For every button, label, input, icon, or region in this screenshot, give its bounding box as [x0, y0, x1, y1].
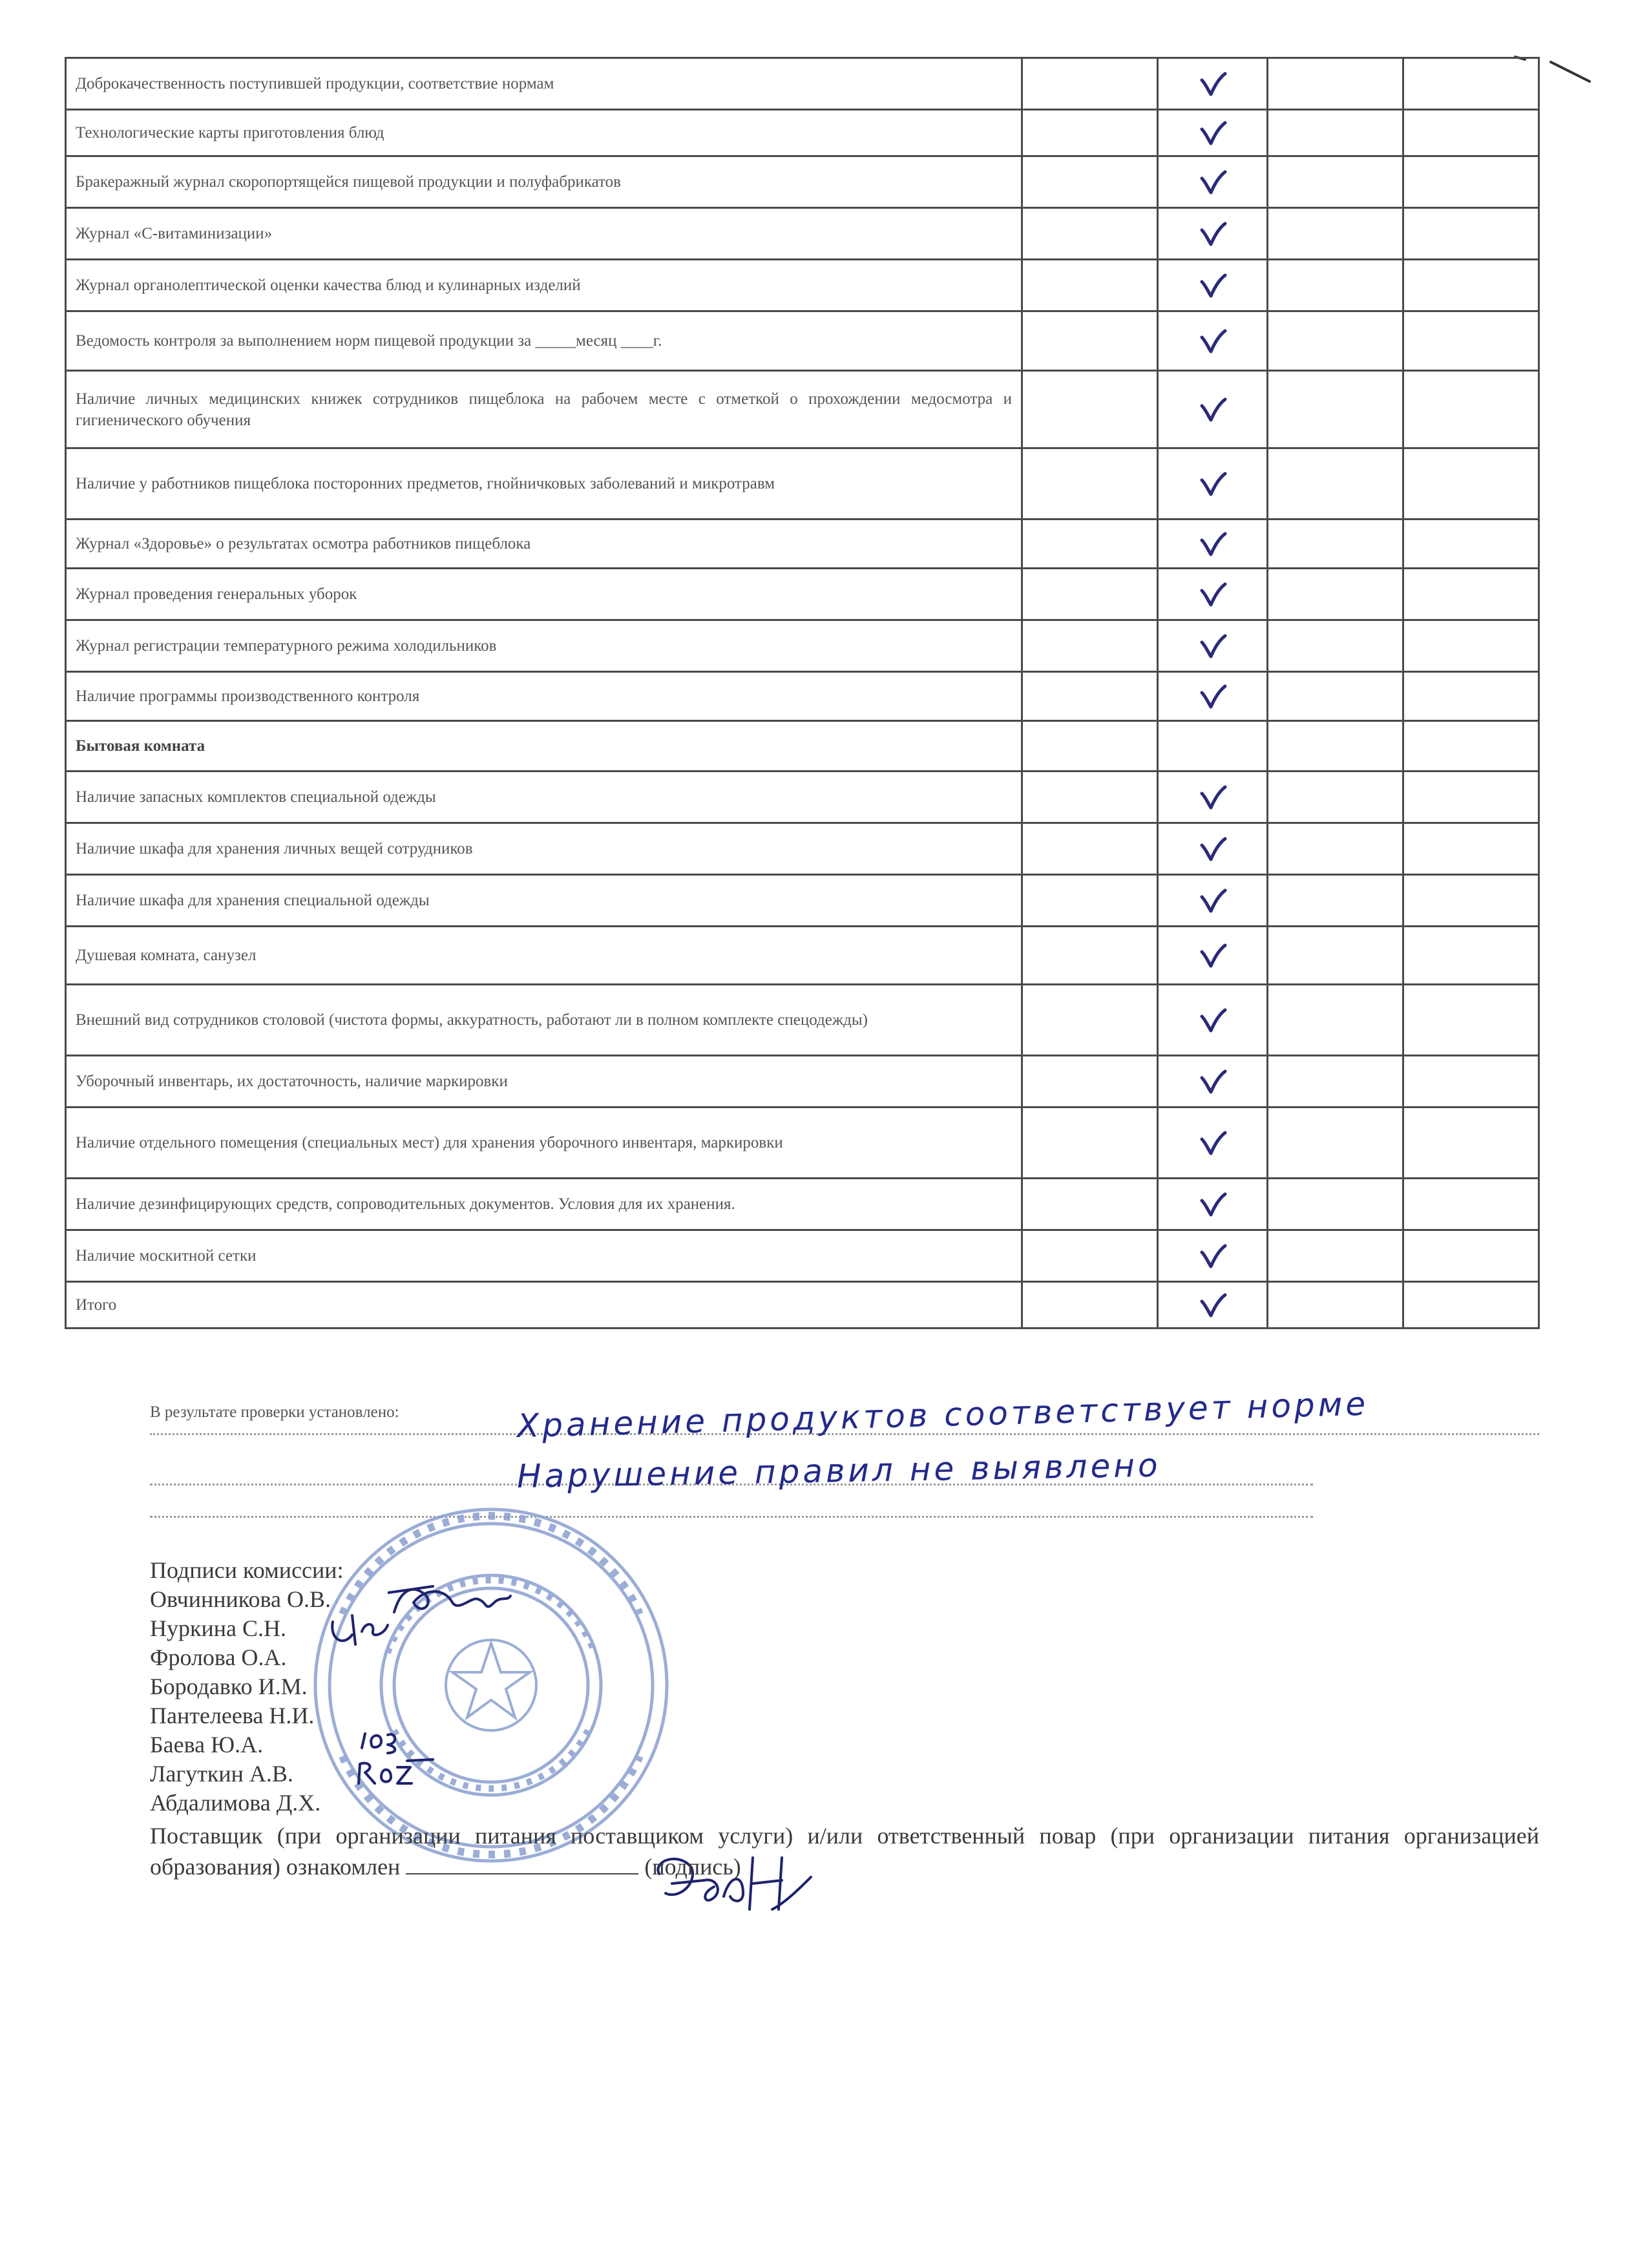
criterion-text: Журнал «Здоровье» о результатах осмотра работников пищеблока [66, 520, 1022, 569]
criterion-text: Ведомость контроля за выполнением норм пищевой продукции за _____месяц ____г. [66, 311, 1022, 371]
empty-cell [1403, 985, 1539, 1056]
empty-cell [1022, 448, 1158, 520]
criterion-text: Журнал «С-витаминизации» [66, 208, 1022, 260]
compliance-cell [1158, 448, 1268, 520]
table-row [66, 823, 1539, 875]
checkmark-icon [1198, 943, 1228, 969]
commission-member: Абдалимова Д.Х. [150, 1790, 321, 1816]
checkmark-icon [1198, 531, 1228, 557]
compliance-cell [1158, 156, 1268, 208]
commission-member: Лагуткин А.В. [150, 1761, 293, 1787]
criterion-text: Уборочный инвентарь, их достаточность, наличие маркировки [66, 1056, 1022, 1108]
empty-cell [1268, 672, 1403, 721]
criterion-text: Наличие личных медицинских книжек сотрудников пищеблока на рабочем месте с отметкой о прохождении медосмотра и гигиенического обучения [66, 371, 1022, 448]
criterion-text: Наличие дезинфицирующих средств, сопроводительных документов. Условия для их хранения. [66, 1179, 1022, 1230]
section-title: Бытовая комната [66, 721, 1022, 772]
empty-cell [1403, 823, 1539, 875]
empty-cell [1268, 311, 1403, 371]
criterion-text: Наличие москитной сетки [66, 1230, 1022, 1282]
checkmark-icon [1198, 397, 1228, 423]
table-row [66, 1282, 1539, 1328]
commission-member: Баева Ю.А. [150, 1732, 264, 1758]
empty-cell [1403, 520, 1539, 569]
empty-cell [1403, 371, 1539, 448]
compliance-cell [1158, 371, 1268, 448]
empty-cell [1022, 110, 1158, 156]
checkmark-icon [1198, 221, 1228, 247]
checkmark-icon [1198, 471, 1228, 497]
compliance-cell [1158, 823, 1268, 875]
empty-cell [1403, 1230, 1539, 1282]
checkmark-icon [1198, 1192, 1228, 1217]
criterion-text: Душевая комната, санузел [66, 927, 1022, 985]
empty-cell [1403, 1056, 1539, 1108]
empty-cell [1022, 1056, 1158, 1108]
empty-cell [1268, 569, 1403, 620]
table-row [66, 569, 1539, 620]
empty-cell [1022, 823, 1158, 875]
table-row [66, 1179, 1539, 1230]
empty-cell [1403, 1282, 1539, 1328]
compliance-cell [1158, 672, 1268, 721]
criterion-text: Доброкачественность поступившей продукции, соответствие нормам [66, 58, 1022, 110]
compliance-cell [1158, 1056, 1268, 1108]
checkmark-icon [1198, 1130, 1228, 1156]
table-row [66, 311, 1539, 371]
criterion-text: Журнал регистрации температурного режима холодильников [66, 620, 1022, 672]
empty-cell [1022, 520, 1158, 569]
empty-cell [1268, 520, 1403, 569]
result-handwriting-line-1: Хранение продуктов соответствует норме [516, 1385, 1369, 1445]
empty-cell [1268, 156, 1403, 208]
compliance-cell [1158, 520, 1268, 569]
supplier-signature-caption: (подпись) [644, 1854, 741, 1880]
checkmark-icon [1198, 120, 1228, 146]
table-row [66, 156, 1539, 208]
empty-cell [1403, 58, 1539, 110]
compliance-cell [1158, 1108, 1268, 1179]
compliance-cell [1158, 721, 1268, 772]
checkmark-icon [1198, 328, 1228, 354]
table-row [66, 927, 1539, 985]
compliance-cell [1158, 1282, 1268, 1328]
checkmark-icon [1198, 71, 1228, 97]
supplier-signature-blank [406, 1851, 638, 1874]
criterion-text: Наличие отдельного помещения (специальных мест) для хранения уборочного инвентаря, маркировки [66, 1108, 1022, 1179]
empty-cell [1403, 260, 1539, 311]
empty-cell [1268, 448, 1403, 520]
checkmark-icon [1198, 684, 1228, 709]
criterion-text: Бракеражный журнал скоропортящейся пищевой продукции и полуфабрикатов [66, 156, 1022, 208]
table-row [66, 1230, 1539, 1282]
table-row [66, 208, 1539, 260]
empty-cell [1268, 875, 1403, 927]
criterion-text: Наличие шкафа для хранения личных вещей сотрудников [66, 823, 1022, 875]
criterion-text: Журнал проведения генеральных уборок [66, 569, 1022, 620]
handwritten-signature-3 [352, 1722, 436, 1793]
empty-cell [1022, 311, 1158, 371]
table-row [66, 260, 1539, 311]
empty-cell [1022, 985, 1158, 1056]
empty-cell [1022, 1230, 1158, 1282]
empty-cell [1268, 1056, 1403, 1108]
commission-member: Бородавко И.М. [150, 1674, 308, 1699]
empty-cell [1403, 927, 1539, 985]
empty-cell [1403, 208, 1539, 260]
compliance-cell [1158, 620, 1268, 672]
empty-cell [1403, 448, 1539, 520]
checkmark-icon [1198, 1243, 1228, 1269]
compliance-cell [1158, 208, 1268, 260]
empty-cell [1403, 721, 1539, 772]
table-row [66, 772, 1539, 823]
empty-cell [1022, 1282, 1158, 1328]
inspection-checklist-table [65, 57, 1540, 1329]
empty-cell [1403, 875, 1539, 927]
compliance-cell [1158, 569, 1268, 620]
signatures-heading: Подписи комиссии: [150, 1557, 344, 1583]
criterion-text: Итого [66, 1282, 1022, 1328]
checkmark-icon [1198, 888, 1228, 914]
result-handwriting-line-2: Нарушение правил не выявлено [516, 1446, 1161, 1495]
empty-cell [1268, 985, 1403, 1056]
empty-cell [1022, 371, 1158, 448]
commission-member: Фролова О.А. [150, 1644, 287, 1670]
empty-cell [1403, 110, 1539, 156]
empty-cell [1022, 1179, 1158, 1230]
compliance-cell [1158, 311, 1268, 371]
checkmark-icon [1198, 582, 1228, 607]
empty-cell [1022, 721, 1158, 772]
table-row [66, 371, 1539, 448]
empty-cell [1268, 58, 1403, 110]
criterion-text: Журнал органолептической оценки качества блюд и кулинарных изделий [66, 260, 1022, 311]
supplier-text: Поставщик (при организации питания поставщиком услуги) и/или ответственный повар (при организации питания организацией образования) ознакомлен [150, 1823, 1539, 1880]
empty-cell [1022, 260, 1158, 311]
compliance-cell [1158, 58, 1268, 110]
empty-cell [1268, 927, 1403, 985]
table-section-row [66, 721, 1539, 772]
empty-cell [1403, 156, 1539, 208]
compliance-cell [1158, 772, 1268, 823]
empty-cell [1022, 58, 1158, 110]
empty-cell [1022, 569, 1158, 620]
empty-cell [1268, 371, 1403, 448]
table-row [66, 620, 1539, 672]
empty-cell [1403, 1179, 1539, 1230]
empty-cell [1268, 721, 1403, 772]
empty-cell [1022, 1108, 1158, 1179]
result-label: В результате проверки установлено: [150, 1403, 399, 1421]
compliance-cell [1158, 927, 1268, 985]
criterion-text: Технологические карты приготовления блюд [66, 110, 1022, 156]
official-round-stamp [304, 1498, 678, 1873]
empty-cell [1268, 620, 1403, 672]
compliance-cell [1158, 1179, 1268, 1230]
empty-cell [1403, 569, 1539, 620]
empty-cell [1268, 110, 1403, 156]
checkmark-icon [1198, 784, 1228, 810]
empty-cell [1022, 620, 1158, 672]
table-row [66, 985, 1539, 1056]
checkmark-icon [1198, 1007, 1228, 1033]
table-row [66, 875, 1539, 927]
checkmark-icon [1198, 1069, 1228, 1095]
table-row [66, 448, 1539, 520]
commission-member: Нуркина С.Н. [150, 1615, 287, 1641]
empty-cell [1403, 1108, 1539, 1179]
criterion-text: Наличие шкафа для хранения специальной одежды [66, 875, 1022, 927]
criterion-text: Наличие у работников пищеблока посторонних предметов, гнойничковых заболеваний и микротравм [66, 448, 1022, 520]
criterion-text: Наличие запасных комплектов специальной одежды [66, 772, 1022, 823]
empty-cell [1403, 672, 1539, 721]
compliance-cell [1158, 875, 1268, 927]
compliance-cell [1158, 985, 1268, 1056]
checkmark-icon [1198, 273, 1228, 299]
criterion-text: Наличие программы производственного контроля [66, 672, 1022, 721]
empty-cell [1268, 1179, 1403, 1230]
table-row [66, 520, 1539, 569]
compliance-cell [1158, 260, 1268, 311]
empty-cell [1268, 260, 1403, 311]
empty-cell [1403, 620, 1539, 672]
commission-signatures [150, 1556, 344, 1818]
checklist-body [66, 58, 1539, 1328]
empty-cell [1403, 772, 1539, 823]
checkmark-icon [1198, 836, 1228, 862]
empty-cell [1268, 1282, 1403, 1328]
compliance-cell [1158, 1230, 1268, 1282]
checkmark-icon [1198, 1292, 1228, 1318]
compliance-cell [1158, 110, 1268, 156]
empty-cell [1022, 156, 1158, 208]
table-row [66, 110, 1539, 156]
checkmark-icon [1198, 633, 1228, 659]
commission-member: Овчинникова О.В. [150, 1586, 331, 1612]
empty-cell [1022, 772, 1158, 823]
table-row [66, 672, 1539, 721]
empty-cell [1022, 208, 1158, 260]
empty-cell [1268, 208, 1403, 260]
empty-cell [1268, 1230, 1403, 1282]
commission-member: Пантелеева Н.И. [150, 1703, 315, 1728]
empty-cell [1268, 1108, 1403, 1179]
empty-cell [1022, 927, 1158, 985]
handwritten-signature-1 [388, 1577, 517, 1622]
table-row [66, 1108, 1539, 1179]
table-row [66, 58, 1539, 110]
empty-cell [1403, 311, 1539, 371]
table-row [66, 1056, 1539, 1108]
empty-cell [1022, 672, 1158, 721]
empty-cell [1268, 772, 1403, 823]
empty-cell [1022, 875, 1158, 927]
empty-cell [1268, 823, 1403, 875]
checkmark-icon [1198, 169, 1228, 195]
handwritten-signature-2 [326, 1609, 397, 1654]
criterion-text: Внешний вид сотрудников столовой (чистота формы, аккуратность, работают ли в полном комплекте спецодежды) [66, 985, 1022, 1056]
supplier-acknowledgement [150, 1821, 1539, 1882]
